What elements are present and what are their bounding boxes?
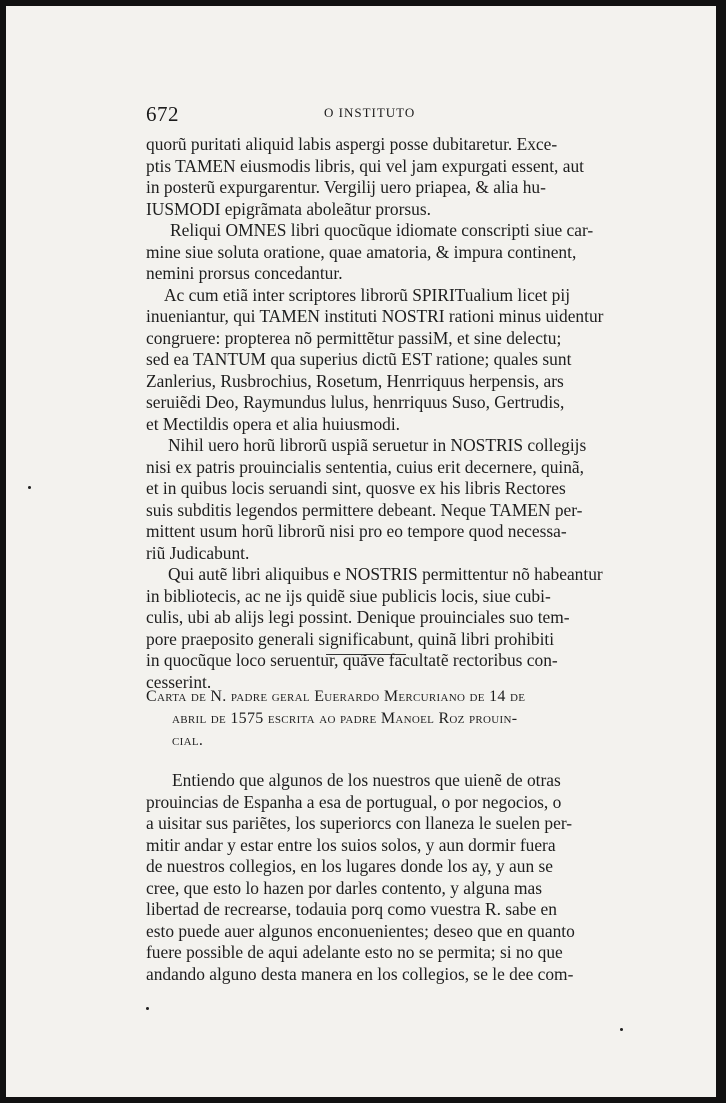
text-line: pore praeposito generali significabunt, quinã libri prohibiti	[146, 628, 555, 649]
text-line: riũ Judicabunt.	[146, 542, 250, 563]
text-line: fuere possible de aqui adelante esto no se permita; si no que	[146, 942, 563, 962]
text-line: et Mectildis opera et alia huiusmodi.	[146, 413, 401, 434]
text-line: andando alguno desta manera en los collegios, se le dee com-	[146, 963, 574, 984]
text-line: cesserint.	[146, 671, 212, 692]
text-line: Reliqui OMNES libri quocũque idiomate conscripti siue car-	[170, 220, 594, 240]
text-line: nemini prorsus concedantur.	[146, 263, 343, 283]
ink-speck	[28, 486, 31, 489]
text-line: in quocũque loco seruentur, quãve facultatẽ rectoribus con-	[146, 650, 558, 670]
text-line: esto puede auer algunos enconuenientes; deseo que en quanto	[146, 920, 575, 941]
text-line: sed ea TANTUM qua superius dictũ EST ratione; quales sunt	[146, 349, 572, 369]
text-line: de nuestros collegios, en los lugares donde los ay, y aun se	[146, 856, 553, 876]
text-line: Entiendo que algunos de los nuestros que uienẽ de otras	[172, 770, 561, 790]
text-line: IUSMODI epigrãmata aboleãtur prorsus.	[146, 198, 431, 219]
text-line: cree, que esto lo hazen por darles contento, y alguna mas	[146, 877, 542, 898]
text-line: nisi ex patris prouincialis sententia, cuius erit decernere, quinã,	[146, 456, 585, 477]
text-line: in posterũ expurgarentur. Vergilij uero priapea, & alia hu-	[146, 177, 546, 197]
ink-speck	[620, 1028, 623, 1031]
page-number: 672	[146, 102, 179, 126]
text-line: congruere: propterea nõ permittẽtur passiM, et sine delectu;	[146, 327, 562, 348]
letter-heading	[146, 686, 630, 752]
text-line: in bibliotecis, ac ne ijs quidẽ siue publicis locis, siue cubi-	[146, 585, 551, 606]
text-line: quorũ puritati aliquid labis aspergi posse dubitaretur. Exce-	[146, 134, 558, 154]
text-line: mitir andar y estar entre los suios solos, y aun dormir fuera	[146, 834, 556, 855]
text-line: suis subditis legendos permittere debeant. Neque TAMEN per-	[146, 499, 583, 520]
running-title: O INSTITUTO	[324, 105, 416, 120]
section-text-body	[146, 134, 626, 693]
text-line: Nihil uero horũ librorũ uspiã seruetur in NOSTRIS collegijs	[168, 435, 587, 455]
heading-line: abril de 1575 escrita ao padre Manoel Roz prouin-	[172, 710, 518, 727]
letter-text-body	[146, 770, 626, 985]
heading-line: Carta de N. padre geral Euerardo Mercuriano de 14 de	[146, 688, 526, 705]
ink-speck	[146, 1007, 149, 1010]
text-line: Qui autẽ libri aliquibus e NOSTRIS permittentur nõ habeantur	[168, 564, 603, 584]
text-line: libertad de recrearse, todauia porq como vuestra R. sabe en	[146, 899, 557, 919]
text-line: Ac cum etiã inter scriptores librorũ SPIRITualium licet pij	[164, 284, 571, 305]
text-line: culis, ubi ab alijs legi possint. Denique prouinciales suo tem-	[146, 607, 570, 627]
text-line: seruiẽdi Deo, Raymundus lulus, henrriquus Suso, Gertrudis,	[146, 392, 565, 412]
page-header	[146, 98, 616, 128]
text-line: a uisitar sus pariẽtes, los superiorcs con llaneza le suelen per-	[146, 813, 573, 833]
text-line: mine siue soluta oratione, quae amatoria, & impura continent,	[146, 241, 577, 262]
text-line: et in quibus locis seruandi sint, quosve ex his libris Rectores	[146, 478, 566, 498]
heading-line: cial.	[172, 732, 204, 749]
text-line: Zanlerius, Rusbrochius, Rosetum, Henrriquus herpensis, ars	[146, 370, 564, 391]
text-line: inueniantur, qui TAMEN instituti NOSTRI rationi minus uidentur	[146, 306, 604, 326]
text-line: ptis TAMEN eiusmodis libris, qui vel jam expurgati essent, aut	[146, 155, 585, 176]
text-line: mittent usum horũ librorũ nisi pro eo tempore quod necessa-	[146, 521, 567, 541]
section-divider	[326, 654, 406, 655]
text-line: prouincias de Espanha a esa de portugual, o por negocios, o	[146, 791, 562, 812]
